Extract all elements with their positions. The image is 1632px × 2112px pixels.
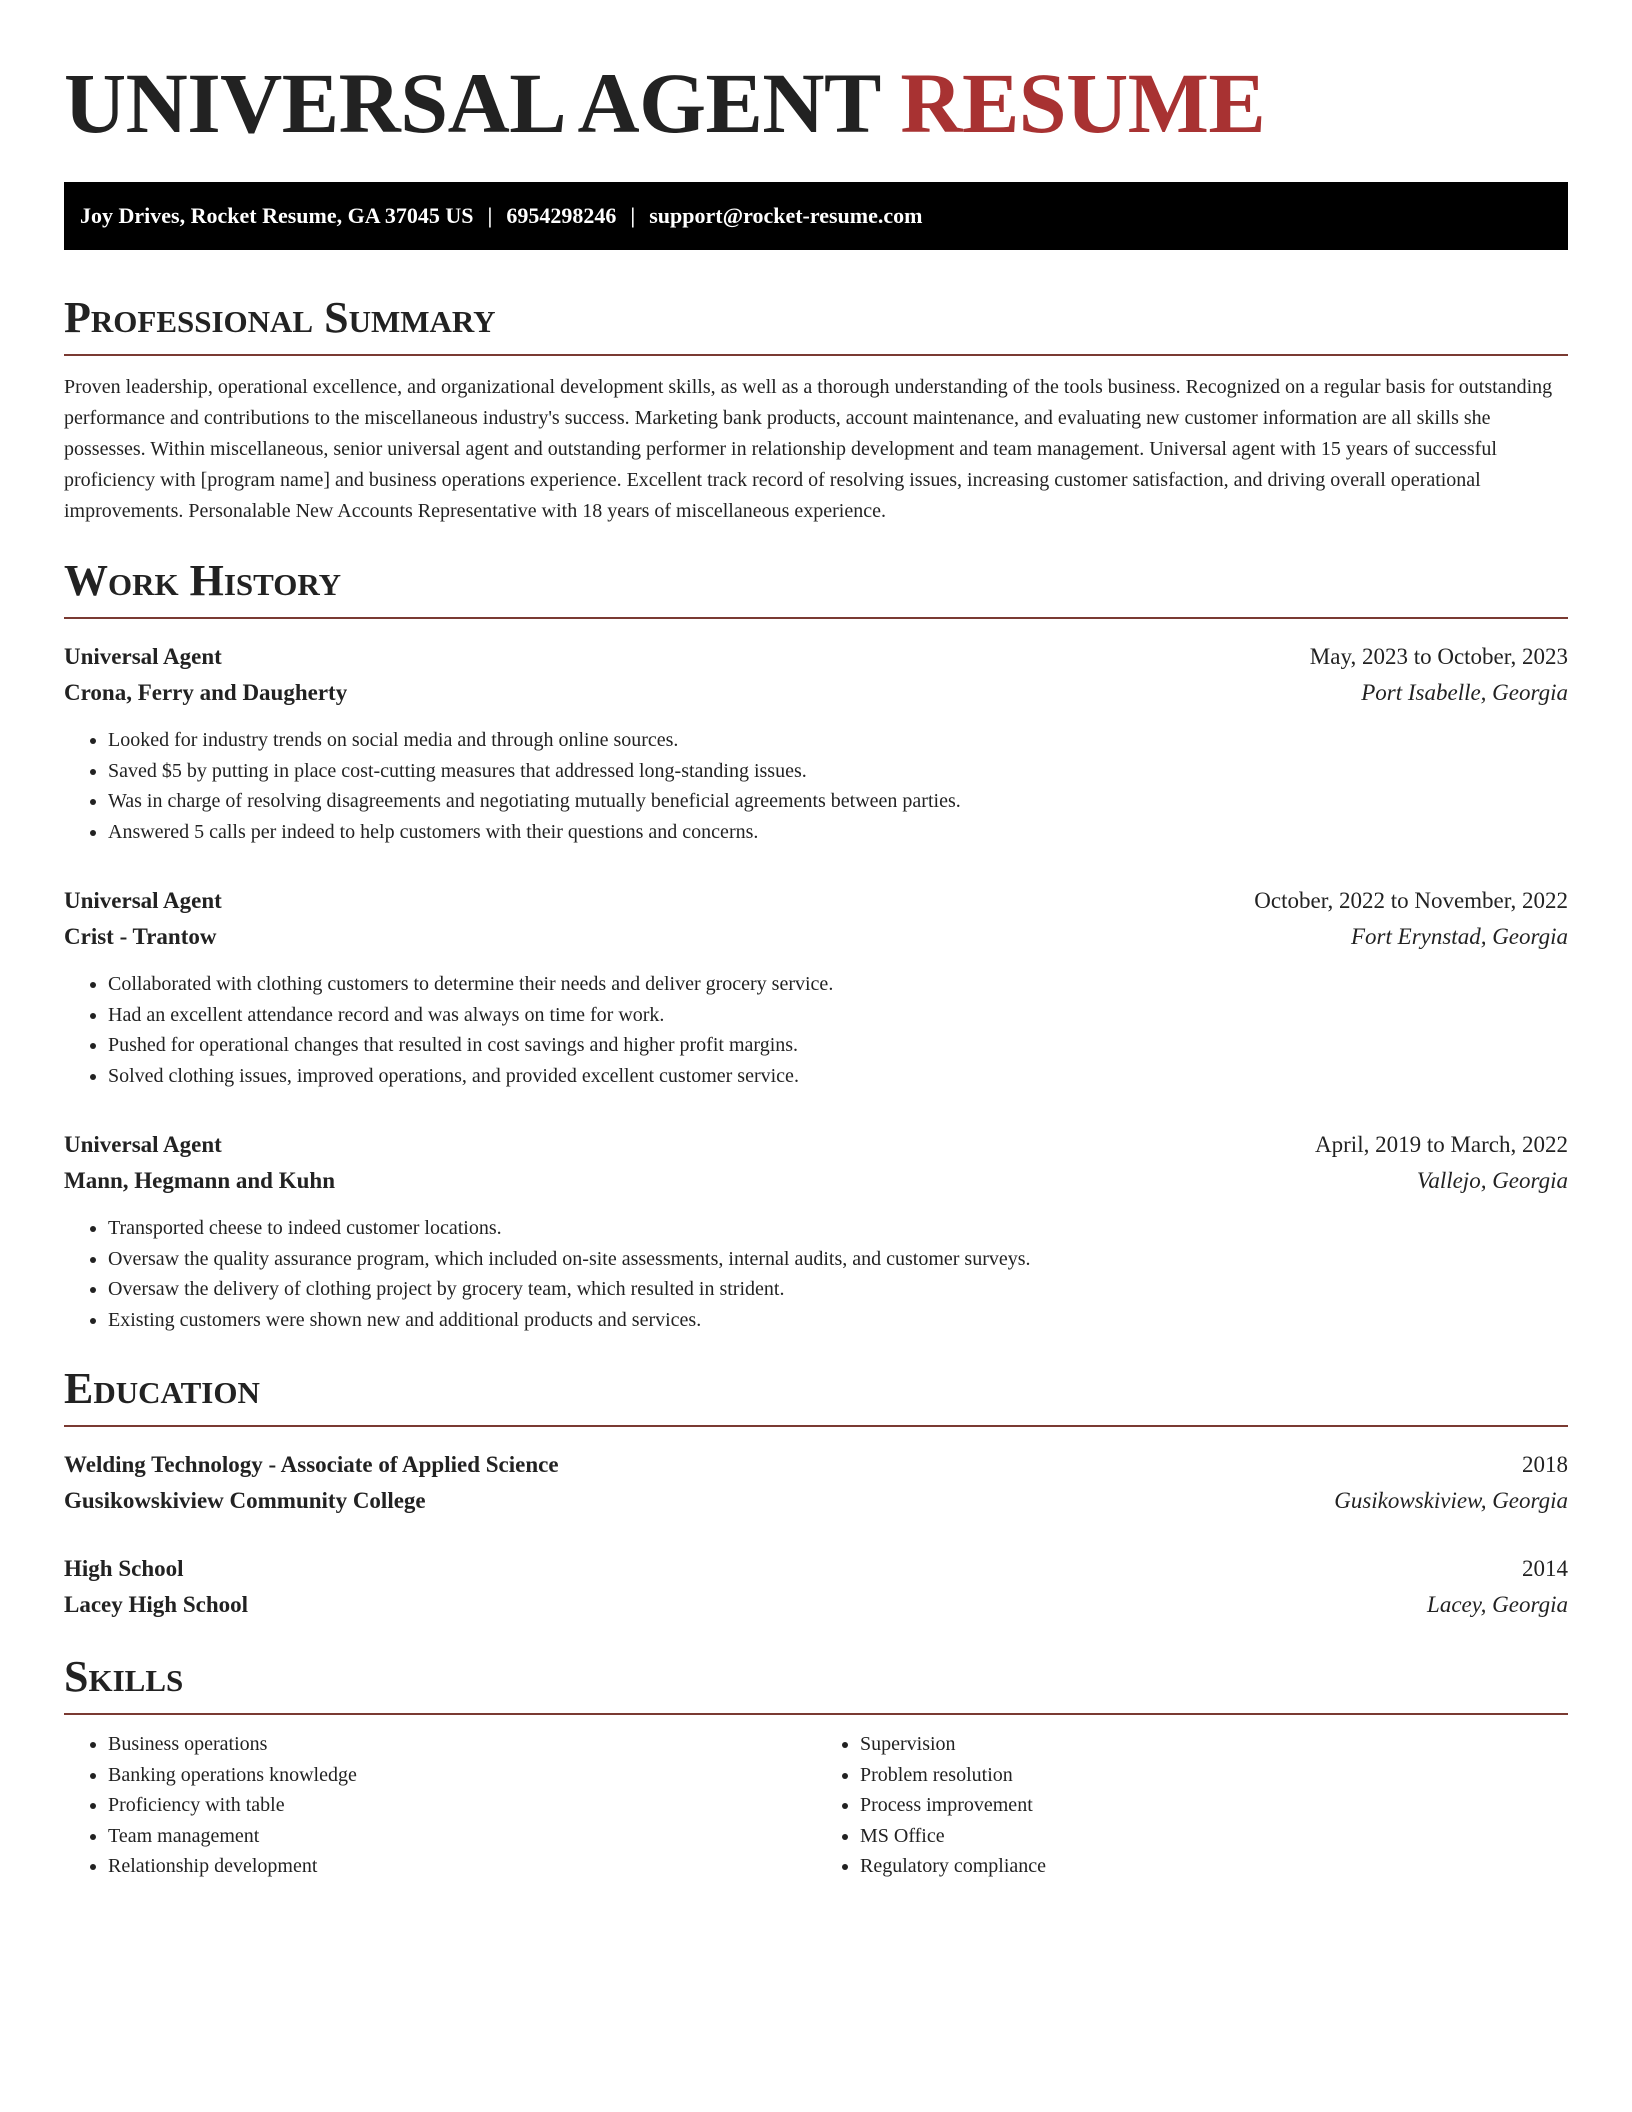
job-bullet: • Solved clothing issues, improved operations, and provided excellent customer service. [108,1061,1568,1092]
job-title-row [64,1127,1568,1163]
job-title-row [64,883,1568,919]
summary-section [64,293,1568,527]
job-company-row [64,675,1568,711]
job-bullet: • Answered 5 calls per indeed to help customers with their questions and concerns. [108,817,1568,848]
job-title: Universal Agent [64,644,222,669]
job-entry [64,1127,1568,1335]
job-company-row [64,919,1568,955]
job-bullet: • Looked for industry trends on social media and through online sources. [108,725,1568,756]
title-accent: RESUME [900,55,1266,151]
skill-item: • Process improvement [860,1790,1568,1821]
job-location: Fort Erynstad, Georgia [1351,924,1568,949]
skill-item: • Proficiency with table [108,1790,816,1821]
education-location: Lacey, Georgia [1427,1592,1568,1617]
skill-item: • Problem resolution [860,1760,1568,1791]
skills-heading: Skills [64,1655,1568,1715]
education-school-row [64,1587,1568,1623]
education-year: 2014 [1522,1556,1568,1581]
title-main: UNIVERSAL AGENT [64,55,880,151]
job-dates: April, 2019 to March, 2022 [1315,1132,1568,1157]
job-company: Crona, Ferry and Daugherty [64,680,348,705]
job-title: Universal Agent [64,888,222,913]
skills-grid [64,1729,1568,1882]
job-title-row [64,639,1568,675]
job-bullet: • Was in charge of resolving disagreements and negotiating mutually beneficial agreements between parties. [108,786,1568,817]
education-section [64,1364,1568,1623]
job-entry [64,883,1568,1091]
skill-item: • Supervision [860,1729,1568,1760]
skills-column-right [816,1729,1568,1882]
skill-item: • Team management [108,1821,816,1852]
skills-section [64,1652,1568,1882]
job-bullet: • Existing customers were shown new and additional products and services. [108,1305,1568,1336]
summary-heading: Professional Summary [64,296,1568,356]
job-company: Crist - Trantow [64,924,217,949]
education-year: 2018 [1522,1452,1568,1477]
contact-separator: | [630,203,636,228]
job-dates: October, 2022 to November, 2022 [1254,888,1568,913]
job-bullet: • Transported cheese to indeed customer locations. [108,1213,1568,1244]
contact-phone: 6954298246 [506,203,617,228]
education-school: Gusikowskiview Community College [64,1488,426,1513]
skill-item: • Regulatory compliance [860,1851,1568,1882]
contact-email: support@rocket-resume.com [649,203,923,228]
job-company: Mann, Hegmann and Kuhn [64,1168,335,1193]
job-bullet: • Had an excellent attendance record and was always on time for work. [108,1000,1568,1031]
skill-item: • Business operations [108,1729,816,1760]
job-entry [64,639,1568,847]
contact-bar [64,182,1568,250]
job-bullets [64,1213,1568,1335]
job-location: Port Isabelle, Georgia [1361,680,1568,705]
education-school: Lacey High School [64,1592,249,1617]
skill-item: • Relationship development [108,1851,816,1882]
education-degree-row [64,1551,1568,1587]
job-bullets [64,969,1568,1091]
job-bullet: • Oversaw the quality assurance program, which included on-site assessments, internal audits, and customer surveys. [108,1244,1568,1275]
education-entry [64,1551,1568,1623]
work-history-section [64,556,1568,1335]
education-entry [64,1447,1568,1519]
education-location: Gusikowskiview, Georgia [1334,1488,1568,1513]
resume-title [64,55,1568,151]
job-bullet: • Saved $5 by putting in place cost-cutting measures that addressed long-standing issues. [108,756,1568,787]
skills-column-left [64,1729,816,1882]
education-heading: Education [64,1367,1568,1427]
job-dates: May, 2023 to October, 2023 [1309,644,1568,669]
work-history-heading: Work History [64,559,1568,619]
education-degree: High School [64,1556,184,1581]
skill-item: • Banking operations knowledge [108,1760,816,1791]
contact-address: Joy Drives, Rocket Resume, GA 37045 US [80,203,474,228]
job-bullet: • Collaborated with clothing customers to determine their needs and deliver grocery service. [108,969,1568,1000]
contact-separator: | [487,203,493,228]
job-company-row [64,1163,1568,1199]
job-location: Vallejo, Georgia [1416,1168,1568,1193]
education-school-row [64,1483,1568,1519]
job-bullet: • Oversaw the delivery of clothing project by grocery team, which resulted in strident. [108,1274,1568,1305]
education-degree: Welding Technology - Associate of Applied Science [64,1452,559,1477]
job-bullets [64,725,1568,847]
job-bullet: • Pushed for operational changes that resulted in cost savings and higher profit margins. [108,1030,1568,1061]
summary-text: Proven leadership, operational excellence, and organizational development skills, as well as a thorough understanding of the tools business. Recognized on a regular basis for outstanding performance and contributions to the miscellaneous industry's success. Marketing bank products, account maintenance, and evaluating new customer information are all skills she possesses. Within miscellaneous, senior universal agent and outstanding performer in relationship development and team management. Universal agent with 15 years of successful proficiency with [program name] and business operations experience. Excellent track record of resolving issues, increasing customer satisfaction, and driving overall operational improvements. Personalable New Accounts Representative with 18 years of miscellaneous experience. [64,376,1553,522]
skill-item: • MS Office [860,1821,1568,1852]
job-title: Universal Agent [64,1132,222,1157]
education-degree-row [64,1447,1568,1483]
